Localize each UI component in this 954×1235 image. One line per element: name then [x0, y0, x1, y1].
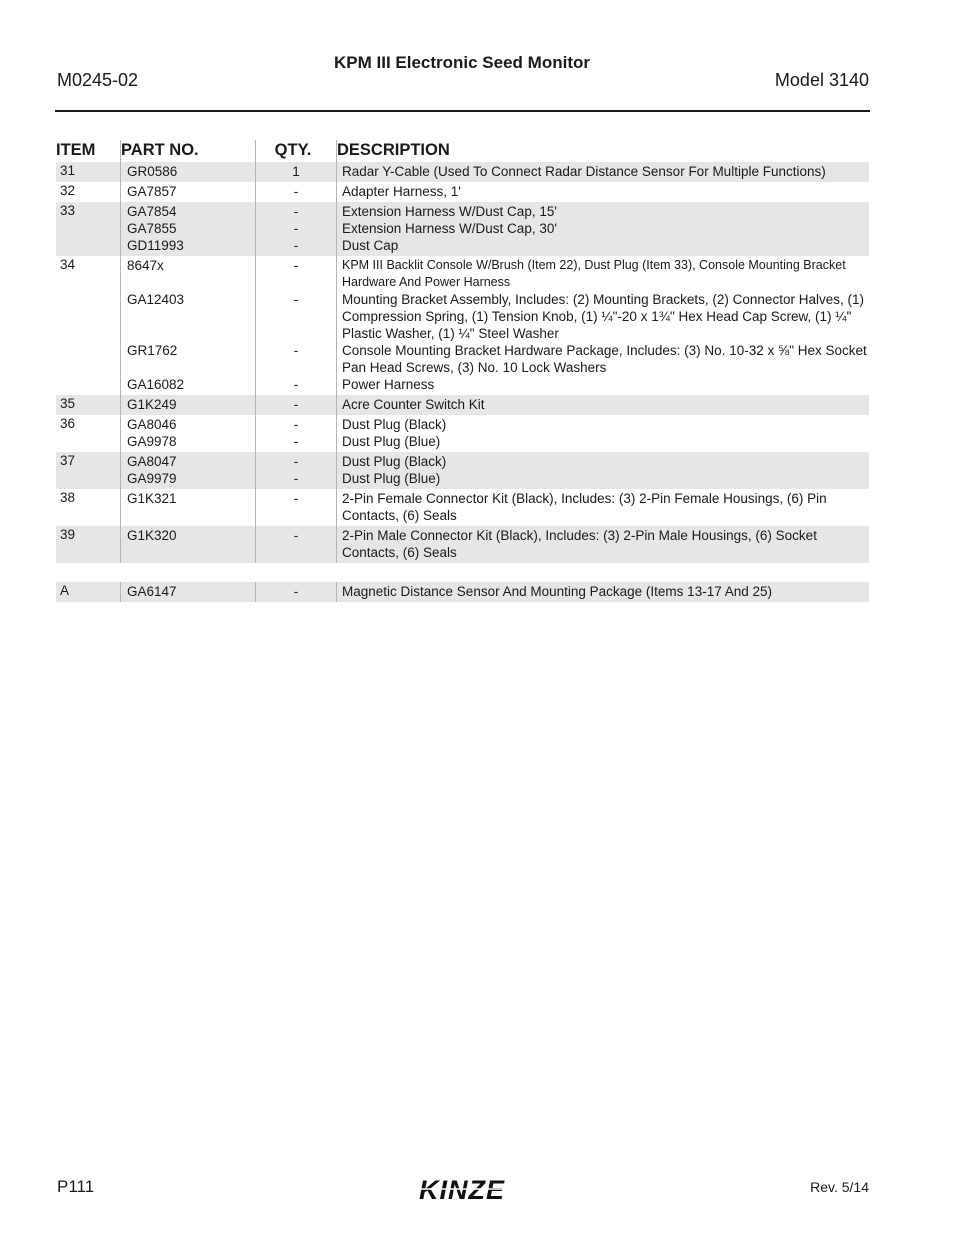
table-row: [56, 489, 869, 526]
part-number: G1K320: [127, 528, 177, 543]
quantity: -: [293, 238, 299, 253]
description: Acre Counter Switch Kit: [342, 397, 485, 412]
description: Adapter Harness, 1': [342, 184, 461, 199]
quantity: -: [293, 491, 299, 506]
table-row: [56, 256, 869, 395]
table-row: [56, 452, 869, 489]
description: Magnetic Distance Sensor And Mounting Package (Items 13-17 And 25): [342, 584, 772, 599]
table-header: [56, 140, 869, 162]
column-header-qty: QTY.: [255, 140, 336, 162]
item-number: 39: [60, 527, 76, 542]
table-row: [56, 395, 869, 415]
column-header-description: DESCRIPTION: [336, 140, 869, 162]
part-number: GA7857: [127, 184, 177, 199]
part-number: GA7854: [127, 204, 177, 219]
quantity: -: [293, 204, 299, 219]
quantity: -: [293, 397, 299, 412]
model-number: Model 3140: [774, 70, 869, 90]
quantity: -: [293, 471, 299, 486]
table-row: [56, 162, 869, 182]
description: Extension Harness W/Dust Cap, 15': [342, 204, 557, 219]
table-row: [56, 182, 869, 202]
kinze-logo: [402, 1175, 522, 1205]
header-divider: [55, 110, 870, 112]
quantity: 1: [292, 164, 300, 179]
description: Dust Plug (Blue): [342, 471, 441, 486]
description: Dust Plug (Black): [342, 417, 447, 432]
quantity: -: [293, 454, 299, 469]
description: Mounting Bracket Assembly, Includes: (2) Mounting Brackets, (2) Connector Halves, (1) Compression Spring, (1) Tension Knob, (1) ¼"-20 x 1¾" Hex Head Cap Screw, (1) ¼" Plastic Washer, (1) ¼" Steel Washer: [342, 292, 864, 341]
quantity: -: [293, 584, 299, 599]
part-number: GR0586: [127, 164, 178, 179]
item-number: 38: [60, 490, 76, 505]
part-number: GA6147: [127, 584, 177, 599]
part-number: GA9979: [127, 471, 177, 486]
description: 2-Pin Female Connector Kit (Black), Includes: (3) 2-Pin Female Housings, (6) Pin Contacts, (6) Seals: [342, 491, 827, 523]
item-number: 31: [60, 163, 76, 178]
quantity: -: [293, 221, 299, 236]
item-number: 36: [60, 416, 76, 431]
table-row: [56, 415, 869, 452]
column-header-item: ITEM: [56, 141, 96, 159]
part-number: GA8046: [127, 417, 177, 432]
quantity: -: [293, 417, 299, 432]
column-header-part-no: PART NO.: [120, 140, 255, 162]
part-number: 8647x: [127, 258, 164, 273]
item-number: 34: [60, 257, 76, 272]
item-number: 35: [60, 396, 76, 411]
part-number: GA7855: [127, 221, 177, 236]
description: Dust Plug (Blue): [342, 434, 441, 449]
part-number: GA8047: [127, 454, 177, 469]
part-number: GA12403: [127, 292, 185, 307]
revision-date: Rev. 5/14: [810, 1179, 869, 1195]
description: Radar Y-Cable (Used To Connect Radar Distance Sensor For Multiple Functions): [342, 164, 826, 179]
part-number: GR1762: [127, 343, 178, 358]
quantity: -: [293, 434, 299, 449]
description: Extension Harness W/Dust Cap, 30': [342, 221, 557, 236]
quantity: -: [293, 343, 299, 358]
quantity: -: [293, 258, 299, 273]
part-number: GD11993: [127, 238, 184, 253]
item-number: 33: [60, 203, 76, 218]
table-row: [56, 582, 869, 602]
logo-wordmark: KINZE: [419, 1175, 505, 1205]
description: Console Mounting Bracket Hardware Package, Includes: (3) No. 10-32 x ⅝" Hex Socket Pan Head Screws, (3) No. 10 Lock Washers: [342, 343, 867, 375]
quantity: -: [293, 292, 299, 307]
quantity: -: [293, 528, 299, 543]
part-number: GA16082: [127, 377, 185, 392]
description: Dust Plug (Black): [342, 454, 447, 469]
table-row: [56, 202, 869, 256]
item-number: 37: [60, 453, 76, 468]
description: 2-Pin Male Connector Kit (Black), Includes: (3) 2-Pin Male Housings, (6) Socket Contacts, (6) Seals: [342, 528, 817, 560]
item-number: A: [60, 583, 70, 598]
parts-table: [56, 140, 869, 602]
quantity: -: [293, 377, 299, 392]
description: Power Harness: [342, 377, 435, 392]
document-number: M0245-02: [57, 70, 139, 90]
part-number: G1K321: [127, 491, 177, 506]
table-spacer: [56, 563, 869, 582]
quantity: -: [293, 184, 299, 199]
description: Dust Cap: [342, 238, 399, 253]
page-title: KPM III Electronic Seed Monitor: [334, 53, 590, 72]
item-number: 32: [60, 183, 76, 198]
description: KPM III Backlit Console W/Brush (Item 22), Dust Plug (Item 33), Console Mounting Bracket Hardware And Power Harness: [342, 258, 846, 289]
table-row: [56, 526, 869, 563]
part-number: G1K249: [127, 397, 177, 412]
part-number: GA9978: [127, 434, 177, 449]
page-number: P111: [57, 1177, 95, 1196]
